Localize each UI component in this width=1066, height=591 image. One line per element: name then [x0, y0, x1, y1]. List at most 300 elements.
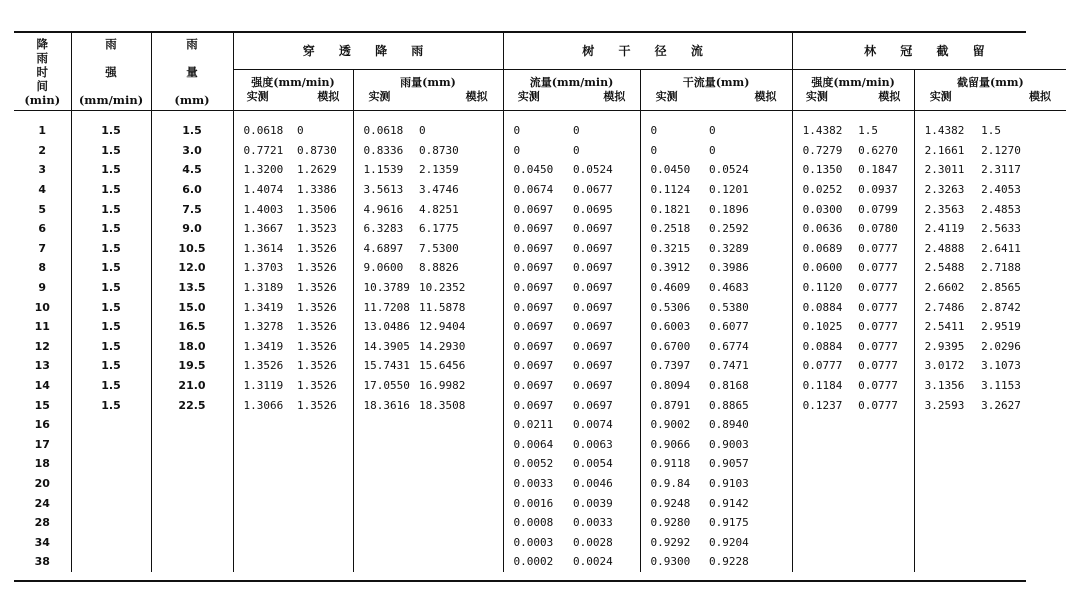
- table-cell: 0.1120: [802, 281, 843, 295]
- table-cell: 0: [513, 143, 521, 157]
- table-cell: 6: [14, 219, 71, 239]
- table-cell: [914, 532, 977, 552]
- table-row: [14, 239, 1066, 259]
- table-cell: 0.0600: [802, 261, 843, 275]
- table-cell: [977, 532, 1066, 552]
- table-cell: [293, 474, 353, 494]
- table-row: [14, 199, 1066, 219]
- table-cell: 0.0697: [569, 356, 640, 376]
- table-cell: 0.0074: [569, 415, 640, 435]
- table-cell: [914, 435, 977, 455]
- table-cell: 0.0618: [243, 124, 284, 138]
- table-cell: [151, 415, 233, 435]
- table-cell: 10: [14, 297, 71, 317]
- table-cell: 0.0937: [854, 180, 914, 200]
- table-cell: 24: [14, 493, 71, 513]
- table-cell: 4.8251: [415, 199, 503, 219]
- table-cell: 1.4074: [243, 183, 284, 197]
- table-cell: [151, 454, 233, 474]
- table-cell: [977, 552, 1066, 572]
- table-cell: 1: [14, 111, 71, 141]
- table-cell: 10.3789: [363, 281, 410, 295]
- table-cell: 2.5488: [924, 261, 965, 275]
- table-cell: 6.1775: [415, 219, 503, 239]
- table-cell: [415, 454, 503, 474]
- table-cell: 0.0777: [802, 359, 843, 373]
- table-cell: 0.0524: [569, 160, 640, 180]
- table-cell: 0.0777: [854, 317, 914, 337]
- table-cell: 0.4683: [705, 278, 792, 298]
- table-cell: 1.5: [71, 278, 151, 298]
- table-cell: 0.9300: [650, 555, 691, 569]
- table-cell: 1.5: [71, 111, 151, 141]
- table-cell: 0.9204: [705, 532, 792, 552]
- table-cell: 0.0002: [513, 555, 554, 569]
- table-cell: [914, 552, 977, 572]
- table-cell: [353, 474, 415, 494]
- table-cell: 2.3117: [981, 163, 1021, 177]
- table-cell: [151, 474, 233, 494]
- bottom-rule: [14, 580, 1026, 582]
- table-cell: 16: [14, 415, 71, 435]
- table-cell: 14: [14, 376, 71, 396]
- table-cell: 1.5: [71, 337, 151, 357]
- table-cell: [415, 513, 503, 533]
- table-cell: 1.3386: [293, 180, 353, 200]
- table-cell: [233, 474, 293, 494]
- table-cell: 0.7471: [705, 356, 792, 376]
- table-cell: [71, 532, 151, 552]
- table-cell: 0.9142: [705, 493, 792, 513]
- table-cell: [415, 552, 503, 572]
- table-cell: 0: [705, 111, 792, 141]
- table-cell: 4.9616: [363, 202, 404, 216]
- table-cell: 18.3616: [363, 398, 410, 412]
- table-cell: 0.0008: [513, 516, 554, 530]
- table-cell: 0.0697: [513, 281, 554, 295]
- table-cell: 18.0: [151, 337, 233, 357]
- table-row: [14, 395, 1066, 415]
- table-cell: [854, 415, 914, 435]
- table-cell: 0.0033: [569, 513, 640, 533]
- table-cell: 13.5: [151, 278, 233, 298]
- table-cell: 9.0: [151, 219, 233, 239]
- table-cell: 2.1661: [924, 143, 965, 157]
- table-cell: 1.3614: [243, 241, 284, 255]
- table-cell: 0.6774: [705, 337, 792, 357]
- table-cell: [854, 552, 914, 572]
- table-cell: 0.9103: [705, 474, 792, 494]
- table-cell: 3.1073: [981, 359, 1021, 373]
- table-cell: 4.6897: [363, 241, 404, 255]
- group-stemflow: 树 干 径 流: [503, 33, 792, 70]
- table-cell: 1.3667: [243, 222, 284, 236]
- table-row: [14, 493, 1066, 513]
- table-cell: 1.3419: [243, 300, 284, 314]
- table-row: [14, 435, 1066, 455]
- table-cell: 0.8940: [705, 415, 792, 435]
- table-cell: [854, 435, 914, 455]
- table-cell: 0.0777: [854, 239, 914, 259]
- table-cell: 1.5: [71, 395, 151, 415]
- table-cell: 0.0884: [802, 300, 843, 314]
- table-cell: 11.7208: [363, 300, 410, 314]
- table-cell: 1.3526: [293, 317, 353, 337]
- table-row: [14, 376, 1066, 396]
- table-cell: 0.0697: [513, 241, 554, 255]
- table-cell: [792, 435, 854, 455]
- table-cell: 0.0252: [802, 183, 843, 197]
- table-cell: 0.0064: [513, 437, 554, 451]
- table-cell: 4.5: [151, 160, 233, 180]
- table-cell: [233, 513, 293, 533]
- table-cell: 3.1153: [981, 379, 1021, 393]
- table-row: [14, 513, 1066, 533]
- table-cell: 0.7279: [802, 143, 843, 157]
- table-cell: 28: [14, 513, 71, 533]
- table-cell: 2.1359: [415, 160, 503, 180]
- table-row: [14, 278, 1066, 298]
- table-cell: 0.0046: [569, 474, 640, 494]
- table-cell: 3.4746: [415, 180, 503, 200]
- table-cell: 0.8336: [363, 143, 404, 157]
- table-cell: 1.5: [71, 239, 151, 259]
- table-cell: 0.0697: [569, 337, 640, 357]
- table-cell: 0.0052: [513, 457, 554, 471]
- table-cell: 1.1539: [363, 163, 404, 177]
- table-cell: 0: [569, 111, 640, 141]
- table-cell: 0.0697: [513, 261, 554, 275]
- table-cell: 38: [14, 552, 71, 572]
- table-row: [14, 532, 1066, 552]
- table-cell: 0.0697: [513, 379, 554, 393]
- table-cell: 2.6602: [924, 281, 965, 295]
- table-cell: 0.8168: [705, 376, 792, 396]
- table-cell: 0.0697: [569, 376, 640, 396]
- table-cell: [792, 415, 854, 435]
- table-row: [14, 552, 1066, 572]
- table-cell: 0.9002: [650, 418, 691, 432]
- table-cell: [854, 493, 914, 513]
- table-cell: 1.5: [71, 199, 151, 219]
- col-header-amount: 雨 量 (mm): [151, 33, 233, 111]
- table-cell: 0.9003: [705, 435, 792, 455]
- table-cell: 15: [14, 395, 71, 415]
- table-cell: [233, 454, 293, 474]
- table-cell: 1.5: [71, 297, 151, 317]
- table-cell: 0.9248: [650, 496, 691, 510]
- table-cell: 2.8565: [981, 281, 1021, 295]
- table-cell: 7.5: [151, 199, 233, 219]
- table-cell: 1.5: [71, 356, 151, 376]
- table-cell: 0.8791: [650, 398, 691, 412]
- table-cell: 0.0884: [802, 339, 843, 353]
- table-cell: 1.3526: [293, 337, 353, 357]
- table-cell: [353, 552, 415, 572]
- table-cell: 10.5: [151, 239, 233, 259]
- table-cell: 3.5613: [363, 183, 404, 197]
- table-cell: 12.9404: [415, 317, 503, 337]
- table-cell: 0.0033: [513, 476, 554, 490]
- table-cell: 0.0697: [513, 202, 554, 216]
- table-cell: 1.3526: [293, 395, 353, 415]
- table-cell: 0.1237: [802, 398, 843, 412]
- table-cell: 0.0697: [569, 317, 640, 337]
- table-cell: [293, 532, 353, 552]
- table-cell: 0.3986: [705, 258, 792, 278]
- table-cell: 0.9175: [705, 513, 792, 533]
- table-cell: 12.0: [151, 258, 233, 278]
- table-cell: [977, 513, 1066, 533]
- table-cell: 5: [14, 199, 71, 219]
- table-cell: 19.5: [151, 356, 233, 376]
- table-row: [14, 160, 1066, 180]
- table-cell: [353, 513, 415, 533]
- table-cell: 0.0695: [569, 199, 640, 219]
- table-cell: 1.5: [71, 141, 151, 161]
- table-cell: 1.3200: [243, 163, 284, 177]
- table-row: [14, 111, 1066, 141]
- table-cell: [293, 415, 353, 435]
- table-cell: [353, 532, 415, 552]
- table-cell: 0.0780: [854, 219, 914, 239]
- table-cell: [151, 532, 233, 552]
- table-cell: 1.5: [981, 124, 1001, 138]
- table-cell: 1.5: [854, 111, 914, 141]
- table-cell: [293, 454, 353, 474]
- table-cell: [792, 532, 854, 552]
- table-row: [14, 258, 1066, 278]
- table-cell: 14.2930: [415, 337, 503, 357]
- table-cell: [415, 415, 503, 435]
- table-cell: 0.0799: [854, 199, 914, 219]
- table-cell: [914, 513, 977, 533]
- table-cell: 0: [513, 124, 521, 138]
- table-cell: [977, 415, 1066, 435]
- table-cell: 0.0697: [513, 339, 554, 353]
- table-row: [14, 356, 1066, 376]
- table-cell: 0: [650, 124, 658, 138]
- table-cell: [71, 552, 151, 572]
- table-cell: 1.3526: [293, 356, 353, 376]
- sub-header-throughfall-intensity: 强度(mm/min) 实测 模拟: [233, 70, 353, 111]
- col-header-time: 降 雨 时 间 (min): [14, 33, 71, 111]
- table-cell: 2.9395: [924, 339, 965, 353]
- table-cell: 0.0211: [513, 418, 554, 432]
- table-cell: 0.0697: [513, 222, 554, 236]
- table-cell: 0.4609: [650, 281, 691, 295]
- table-cell: 2.4853: [981, 202, 1021, 216]
- table-cell: 1.5: [71, 180, 151, 200]
- table-cell: 0.0697: [569, 258, 640, 278]
- table-cell: 1.3526: [293, 376, 353, 396]
- table-cell: 0.0697: [569, 395, 640, 415]
- table-cell: 2.0296: [981, 339, 1021, 353]
- table-cell: 34: [14, 532, 71, 552]
- table-cell: 0.0697: [569, 239, 640, 259]
- table-cell: 1.5: [71, 160, 151, 180]
- table-cell: 0.5380: [705, 297, 792, 317]
- table-cell: 2.5411: [924, 320, 965, 334]
- table-row: [14, 297, 1066, 317]
- table-cell: 0.0697: [569, 278, 640, 298]
- table-cell: 0.0777: [854, 297, 914, 317]
- table-cell: 2.3563: [924, 202, 965, 216]
- table-cell: 1.3119: [243, 379, 284, 393]
- table-cell: [854, 513, 914, 533]
- table-cell: 0.0697: [513, 359, 554, 373]
- table-cell: [233, 493, 293, 513]
- table-cell: 0.0016: [513, 496, 554, 510]
- table-cell: 0.9228: [705, 552, 792, 572]
- table-cell: 0: [705, 141, 792, 161]
- table-cell: [71, 454, 151, 474]
- table-cell: 1.5: [71, 219, 151, 239]
- table-cell: 0.0450: [650, 163, 691, 177]
- table-cell: 3.1356: [924, 379, 965, 393]
- table-cell: 1.2629: [293, 160, 353, 180]
- table-cell: 0.3912: [650, 261, 691, 275]
- table-cell: 7.5300: [415, 239, 503, 259]
- table-cell: [151, 493, 233, 513]
- table-cell: [151, 513, 233, 533]
- table-cell: 1.4382: [802, 124, 843, 138]
- table-cell: 0.6700: [650, 339, 691, 353]
- table-cell: 1.3526: [293, 297, 353, 317]
- table-cell: 18: [14, 454, 71, 474]
- table-cell: 0.0777: [854, 376, 914, 396]
- table-cell: [415, 474, 503, 494]
- table-cell: [977, 474, 1066, 494]
- table-cell: 0: [415, 111, 503, 141]
- table-cell: 0.0777: [854, 356, 914, 376]
- rainfall-interception-table: [14, 33, 1066, 572]
- table-cell: 0.0674: [513, 183, 554, 197]
- table-cell: [854, 454, 914, 474]
- table-cell: [854, 532, 914, 552]
- table-cell: 2.8742: [981, 300, 1021, 314]
- table-cell: 0.0697: [569, 297, 640, 317]
- table-row: [14, 415, 1066, 435]
- table-cell: 2.9519: [981, 320, 1021, 334]
- table-cell: [914, 474, 977, 494]
- table-cell: 2.3011: [924, 163, 965, 177]
- table-cell: [293, 513, 353, 533]
- table-cell: 1.5: [71, 376, 151, 396]
- table-cell: 0.8094: [650, 379, 691, 393]
- table-cell: 1.3278: [243, 320, 284, 334]
- table-cell: [415, 435, 503, 455]
- table-cell: 0.8730: [415, 141, 503, 161]
- table-cell: 0.1124: [650, 183, 691, 197]
- table-cell: 0.2592: [705, 219, 792, 239]
- table-cell: 0.0024: [569, 552, 640, 572]
- table-cell: 9.0600: [363, 261, 404, 275]
- table-cell: 0.0777: [854, 258, 914, 278]
- table-cell: 6.0: [151, 180, 233, 200]
- table-cell: 0.0003: [513, 535, 554, 549]
- table-cell: 1.4003: [243, 202, 284, 216]
- table-cell: [792, 493, 854, 513]
- group-interception: 林 冠 截 留: [792, 33, 1066, 70]
- table-cell: [71, 493, 151, 513]
- table-cell: 0: [650, 143, 658, 157]
- table-cell: 22.5: [151, 395, 233, 415]
- table-body: [14, 111, 1066, 572]
- table-cell: 0.9.84: [650, 476, 691, 490]
- table-cell: [792, 552, 854, 572]
- table-cell: 1.5: [151, 111, 233, 141]
- table-cell: 0.0697: [513, 398, 554, 412]
- table-cell: 0.0697: [513, 320, 554, 334]
- table-cell: 0.3289: [705, 239, 792, 259]
- table-row: [14, 180, 1066, 200]
- table-cell: 0.9066: [650, 437, 691, 451]
- table-cell: 1.4382: [924, 124, 965, 138]
- table-cell: [233, 435, 293, 455]
- table-cell: [977, 454, 1066, 474]
- table-cell: [792, 513, 854, 533]
- table-cell: 0.3215: [650, 241, 691, 255]
- table-cell: 4: [14, 180, 71, 200]
- table-cell: 2.5633: [981, 222, 1021, 236]
- table-cell: 3: [14, 160, 71, 180]
- table-cell: 0.9118: [650, 457, 691, 471]
- sub-header-stemflow-amount: 干流量(mm) 实测 模拟: [640, 70, 792, 111]
- table-cell: 0.1847: [854, 160, 914, 180]
- table-cell: 3.0: [151, 141, 233, 161]
- table-cell: 2.7486: [924, 300, 965, 314]
- table-cell: 15.0: [151, 297, 233, 317]
- table-cell: 0.9292: [650, 535, 691, 549]
- table-cell: 11.5878: [415, 297, 503, 317]
- table-cell: 0.7397: [650, 359, 691, 373]
- table-cell: 0.0777: [854, 395, 914, 415]
- table-cell: [233, 552, 293, 572]
- table-cell: 0.1025: [802, 320, 843, 334]
- table-cell: 0.0524: [705, 160, 792, 180]
- table-cell: 1.5: [71, 258, 151, 278]
- table-cell: 0.0777: [854, 337, 914, 357]
- table-cell: 0.6270: [854, 141, 914, 161]
- table-cell: 20: [14, 474, 71, 494]
- table-cell: [977, 435, 1066, 455]
- table-cell: [792, 474, 854, 494]
- table-cell: [415, 532, 503, 552]
- table-cell: 0.0677: [569, 180, 640, 200]
- group-throughfall: 穿 透 降 雨: [233, 33, 503, 70]
- table-cell: 15.6456: [415, 356, 503, 376]
- table-cell: [415, 493, 503, 513]
- table-cell: 2: [14, 141, 71, 161]
- sub-header-interception-amount: 截留量(mm) 实测 模拟: [914, 70, 1066, 111]
- table-cell: 1.3526: [293, 258, 353, 278]
- table-cell: 13.0486: [363, 320, 410, 334]
- table-cell: 3.2593: [924, 398, 965, 412]
- table-cell: 1.3526: [293, 278, 353, 298]
- table-cell: [854, 474, 914, 494]
- table-cell: 2.4053: [981, 183, 1021, 197]
- table-cell: 1.3523: [293, 219, 353, 239]
- table-cell: 0.0618: [363, 124, 404, 138]
- table-cell: 0.0697: [513, 300, 554, 314]
- table-cell: [914, 493, 977, 513]
- table-cell: [293, 552, 353, 572]
- sub-header-interception-intensity: 强度(mm/min) 实测 模拟: [792, 70, 914, 111]
- table-cell: 1.3419: [243, 339, 284, 353]
- table-cell: 0.8865: [705, 395, 792, 415]
- table-cell: 3.0172: [924, 359, 965, 373]
